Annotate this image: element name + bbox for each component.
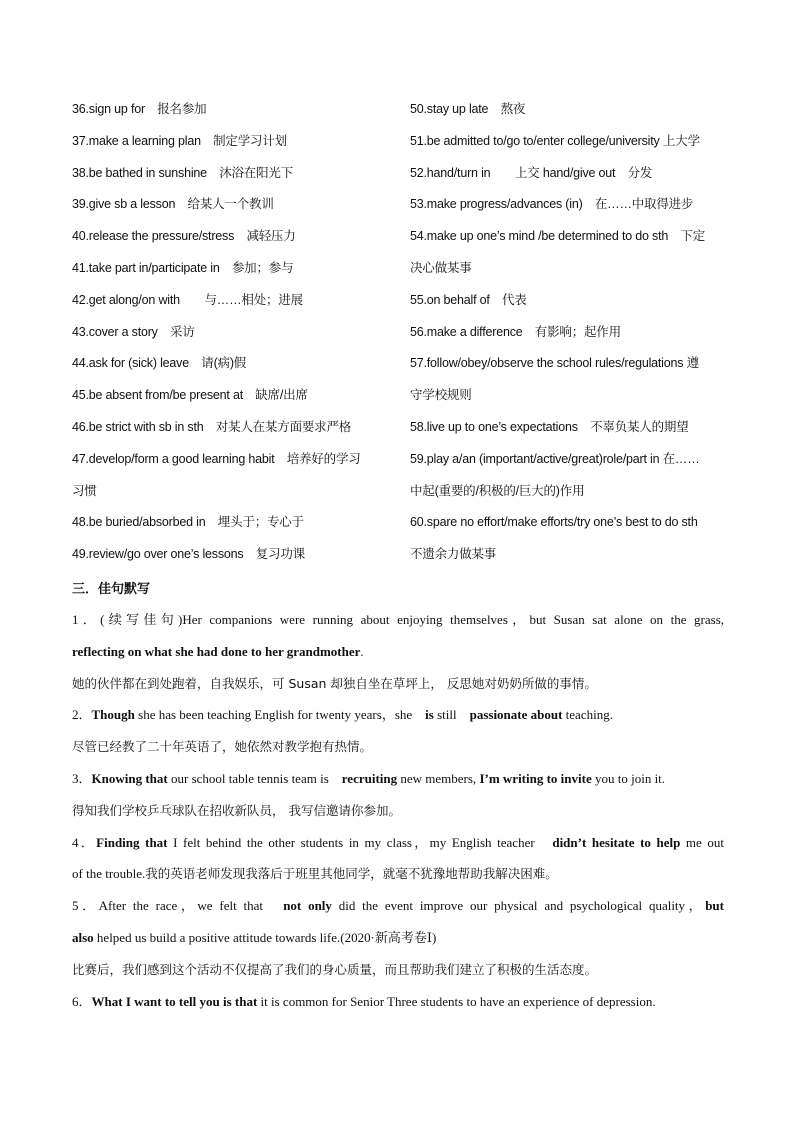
- vocab-line: 57.follow/obey/observe the school rules/regulations 遵: [410, 356, 699, 371]
- key-phrase: I’m writing to invite: [479, 770, 592, 786]
- vocab-line: 46.be strict with sb in sth 对某人在某方面要求严格: [72, 419, 352, 434]
- vocab-line: 55.on behalf of 代表: [410, 292, 527, 307]
- sentence-text: it is common for Senior Three students to have an experience of depression.: [257, 993, 656, 1009]
- sentence-text: teaching.: [562, 707, 613, 723]
- sentence-number: 4．: [72, 834, 97, 850]
- vocab-line: 守学校规则: [410, 388, 472, 403]
- sentence-1-cont: [72, 636, 724, 668]
- sentence-2-translation: 尽管已经教了二十年英语了，她依然对教学抱有热情。: [72, 739, 373, 755]
- vocab-line: 52.hand/turn in 上交 hand/give out 分发: [410, 165, 653, 180]
- key-phrase: also: [72, 929, 94, 945]
- sentence-number: 2．: [72, 707, 92, 723]
- sentence-text: still: [433, 707, 470, 723]
- key-phrase: Though: [91, 707, 135, 723]
- vocab-line: 43.cover a story 采访: [72, 324, 195, 339]
- vocab-line: 47.develop/form a good learning habit 培养好的学习: [72, 451, 361, 466]
- vocab-line: 51.be admitted to/go to/enter college/university 上大学: [410, 133, 700, 148]
- sentence-text: .: [360, 643, 364, 659]
- sentence-text: she has been teaching English for twenty years，she: [134, 707, 426, 723]
- vocab-line: 40.release the pressure/stress 减轻压力: [72, 229, 296, 244]
- vocab-column-right: [410, 94, 726, 571]
- vocab-line: 59.play a/an (important/active/great)role/part in 在……: [410, 451, 700, 466]
- key-phrase: Knowing that: [91, 770, 168, 786]
- vocab-line: 54.make up one’s mind /be determined to do sth 下定: [410, 229, 705, 244]
- key-phrase: What I want to tell you is that: [91, 993, 258, 1009]
- sentence-number: 3．: [72, 770, 92, 786]
- vocab-line: 中起(重要的/积极的/巨大的)作用: [410, 483, 585, 498]
- sentence-3: [72, 763, 724, 795]
- vocab-line: 60.spare no effort/make efforts/try one’s best to do sth: [410, 515, 698, 530]
- key-phrase: Finding that: [96, 834, 168, 850]
- vocab-line: 49.review/go over one’s lessons 复习功课: [72, 547, 305, 562]
- key-phrase: not only: [283, 898, 332, 914]
- key-phrase: but: [705, 898, 724, 914]
- vocab-line: 不遗余力做某事: [410, 547, 497, 562]
- section-title: 三．佳句默写: [72, 581, 151, 596]
- sentence-5-cont: [72, 922, 724, 954]
- sentence-text: our school table tennis team is: [167, 770, 342, 786]
- sentence-1: [72, 604, 724, 636]
- sentence-text: of the trouble.: [72, 866, 146, 882]
- sentence-number: 5．: [72, 898, 99, 914]
- sentence-text: new members,: [397, 770, 480, 786]
- sentences-body: [72, 604, 724, 1017]
- sentence-text: After the race，we felt that: [98, 898, 284, 914]
- vocab-line: 50.stay up late 熬夜: [410, 102, 526, 116]
- sentence-text: me out: [680, 834, 724, 850]
- vocab-line: 44.ask for (sick) leave 请(病)假: [72, 356, 247, 371]
- sentence-3-translation: 得知我们学校乒乓球队在招收新队员， 我写信邀请你参加。: [72, 802, 401, 818]
- vocab-line: 38.be bathed in sunshine 沐浴在阳光下: [72, 165, 293, 180]
- key-phrase: is: [425, 707, 434, 723]
- vocab-line: 39.give sb a lesson 给某人一个教训: [72, 197, 274, 212]
- sentence-text: I felt behind the other students in my class，my English teacher: [167, 834, 553, 850]
- sentence-text: did the event improve our physical and psychological quality，: [331, 898, 706, 914]
- vocab-line: 56.make a difference 有影响；起作用: [410, 324, 621, 339]
- vocab-line: 58.live up to one’s expectations 不辜负某人的期望: [410, 419, 689, 434]
- sentence-4: [72, 827, 724, 859]
- sentence-text: (续写佳句)Her companions were running about enjoying themselves，but Susan sat alone on the grass,: [100, 612, 724, 627]
- sentence-5-translation: 比赛后，我们感到这个活动不仅提高了我们的身心质量，而且帮助我们建立了积极的生活态度。: [72, 961, 598, 977]
- vocab-line: 36.sign up for 报名参加: [72, 102, 207, 116]
- vocab-line: 53.make progress/advances (in) 在……中取得进步: [410, 197, 694, 212]
- vocab-line: 42.get along/on with 与……相处；进展: [72, 292, 303, 307]
- vocab-line: 37.make a learning plan 制定学习计划: [72, 133, 287, 148]
- sentence-4-cont: [72, 858, 724, 890]
- sentence-6: [72, 986, 724, 1018]
- sentence-1-translation: 她的伙伴都在到处跑着，自我娱乐，可 Susan 却独自坐在草坪上， 反思她对奶奶所做的事情。: [72, 675, 597, 691]
- sentence-number: 1．: [72, 612, 101, 627]
- sentence-2: [72, 699, 724, 731]
- sentence-4-translation: 我的英语老师发现我落后于班里其他同学，就毫不犹豫地帮助我解决困难。: [145, 866, 558, 882]
- sentence-5: [72, 890, 724, 922]
- sentence-text: helped us build a positive attitude towards life.(2020·新高考卷Ⅰ): [93, 929, 437, 945]
- key-phrase: recruiting: [341, 770, 398, 786]
- vocab-line: 48.be buried/absorbed in 埋头于；专心于: [72, 515, 304, 530]
- vocab-line: 决心做某事: [410, 260, 472, 275]
- key-phrase: reflecting on what she had done to her grandmother: [72, 643, 361, 659]
- sentence-number: 6．: [72, 993, 92, 1009]
- key-phrase: passionate about: [469, 707, 563, 723]
- vocab-column-left: [72, 94, 402, 571]
- vocab-line: 41.take part in/participate in 参加；参与: [72, 260, 294, 275]
- key-phrase: didn’t hesitate to help: [552, 834, 681, 850]
- sentence-text: you to join it.: [591, 770, 666, 786]
- vocab-line: 45.be absent from/be present at 缺席/出席: [72, 388, 308, 403]
- vocab-line: 习惯: [72, 483, 97, 498]
